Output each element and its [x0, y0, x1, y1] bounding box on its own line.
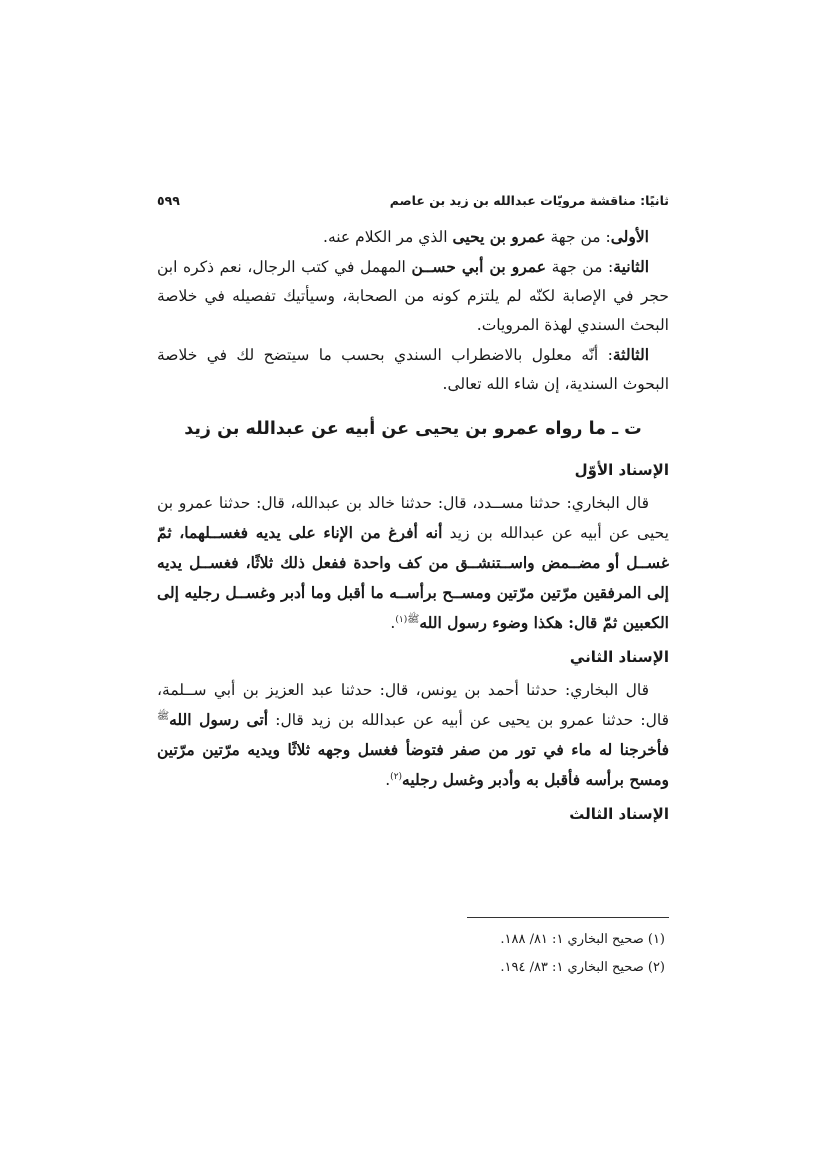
footnote-1: (١) صحيح البخاري ١: ٨١/ ١٨٨. [500, 932, 665, 947]
paragraph-third-issue [157, 340, 669, 399]
main-text [157, 222, 669, 833]
footnote-marker: (١) [395, 614, 408, 625]
sentence-end: . [390, 614, 396, 632]
isnad-heading-1: الإسناد الأوّل [574, 461, 669, 479]
paragraph-label: الثالثة [612, 345, 649, 364]
paragraph-text: : من جهة [546, 258, 614, 276]
isnad-heading-3: الإسناد الثالث [569, 805, 669, 823]
running-header [157, 188, 669, 212]
running-header-title: ثانيًا: مناقشة مرويّات عبدالله بن زيد بن عاصم [389, 192, 669, 208]
honorific-symbol: ﷺ [407, 613, 420, 625]
isnad-1-text [157, 489, 669, 638]
isnad-2-text [157, 676, 669, 795]
narrator-name: عمرو بن أبي حســن [411, 257, 546, 276]
honorific-symbol: ﷺ [157, 710, 170, 722]
footnotes [157, 926, 669, 982]
footnote-divider [467, 917, 669, 918]
paragraph-text: : أنّه معلول بالاضطراب السندي بحسب ما سيتضح لك في خلاصة البحوث السندية، إن شاء الله تعالى. [157, 346, 669, 393]
paragraph-second-issue [157, 252, 669, 340]
paragraph-label: الأولى [610, 227, 649, 246]
paragraph-text: المهمل في كتب الرجال، نعم ذكره ابن حجر في الإصابة لكنّه لم يلتزم كونه من الصحابة، وسيأتيك تفصيله في خلاصة البحث السندي لهذة المرويات. [157, 258, 669, 334]
isnad-heading-2: الإسناد الثاني [569, 648, 669, 666]
sentence-end: . [385, 771, 391, 789]
section-heading: ت ـ ما رواه عمرو بن يحيى عن أبيه عن عبدالله بن زيد [184, 419, 642, 439]
narrator-name: عمرو بن يحيى [452, 227, 546, 246]
hadith-matn-continued: فأخرجنا له ماء في تور من صفر فتوضأ فغسل وجهه ثلاثًا ويديه مرّتين مرّتين ومسح برأسه فأقبل به وأدبر وغسل رجليه [157, 740, 669, 789]
paragraph-label: الثانية [613, 257, 649, 276]
footnote-marker: (٢) [390, 771, 403, 782]
footnote-2: (٢) صحيح البخاري ١: ٨٣/ ١٩٤. [500, 960, 665, 975]
hadith-matn: أنه أفرغ من الإناء على يديه فغســلهما، ثمّ غســل أو مضــمض واســتنشــق من كف واحدة ففعل ذلك ثلاثًا، فغســل يديه إلى المرفقين مرّتين مرّتين ومســح برأســه ما أقبل وما أدبر وغســل رجليه إلى الكعبين ثمّ قال: هكذا وضوء رسول الله [157, 523, 669, 632]
isnad-chain: قال البخاري: حدثنا أحمد بن يونس، قال: حدثنا عبد العزيز بن أبي ســلمة، قال: حدثنا عمرو بن يحيى عن أبيه عن عبدالله بن زيد قال: [157, 681, 669, 729]
paragraph-text: الذي مر الكلام عنه. [323, 228, 453, 246]
page-number: ٥٩٩ [157, 192, 180, 208]
paragraph-text: : من جهة [545, 228, 611, 246]
paragraph-first-issue [157, 222, 669, 252]
isnad-chain: قال البخاري: حدثنا مســدد، قال: حدثنا خالد بن عبدالله، قال: حدثنا عمرو بن يحيى عن أبيه عن عبدالله بن زيد [157, 494, 669, 542]
hadith-matn: أتى رسول الله [169, 710, 269, 729]
